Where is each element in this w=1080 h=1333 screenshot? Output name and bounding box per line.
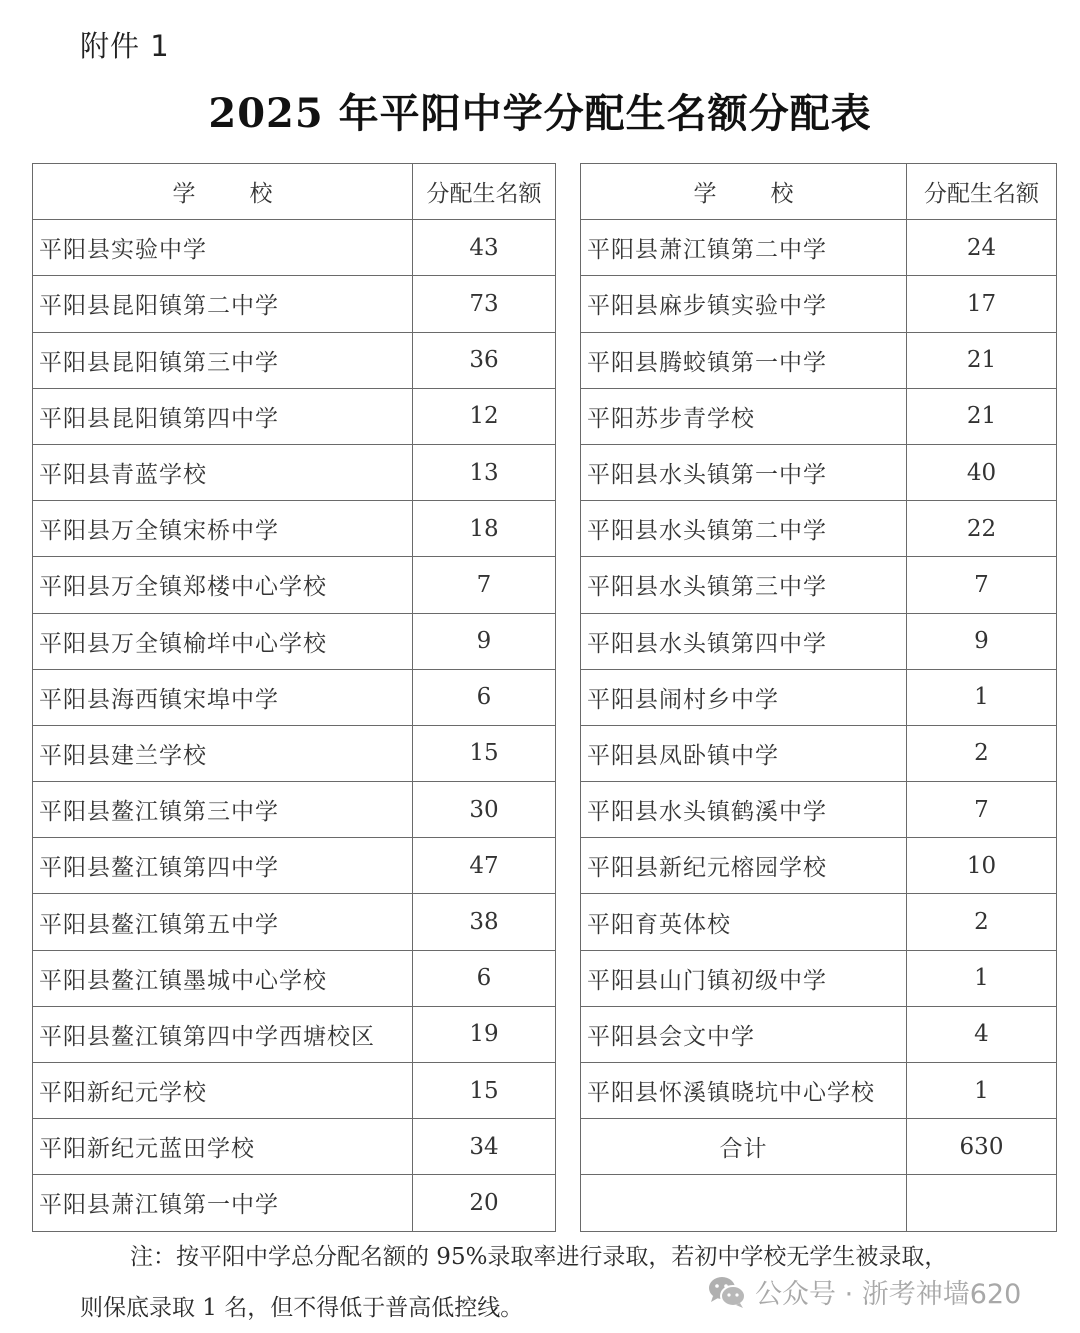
table-row bbox=[33, 444, 556, 500]
school-name-cell: 平阳县实验中学 bbox=[33, 220, 413, 276]
quota-cell: 40 bbox=[907, 444, 1057, 500]
quota-cell: 1 bbox=[907, 950, 1057, 1006]
attachment-label: 附件 1 bbox=[80, 29, 170, 63]
school-name-cell: 平阳县萧江镇第一中学 bbox=[33, 1175, 413, 1231]
allocation-table-left bbox=[32, 163, 556, 1232]
quota-cell: 2 bbox=[907, 725, 1057, 781]
table-row bbox=[581, 669, 1057, 725]
quota-cell: 19 bbox=[413, 1006, 556, 1062]
total-row bbox=[581, 1119, 1057, 1175]
table-row bbox=[581, 444, 1057, 500]
quota-cell: 7 bbox=[413, 557, 556, 613]
quota-cell: 10 bbox=[907, 838, 1057, 894]
quota-cell: 18 bbox=[413, 501, 556, 557]
school-name-cell: 平阳县鳌江镇墨城中心学校 bbox=[33, 950, 413, 1006]
table-row bbox=[33, 669, 556, 725]
school-name-cell: 平阳县水头镇第一中学 bbox=[581, 444, 907, 500]
table-row bbox=[581, 1006, 1057, 1062]
table-header-row bbox=[581, 164, 1057, 220]
table-row bbox=[33, 838, 556, 894]
school-name-cell: 平阳苏步青学校 bbox=[581, 388, 907, 444]
quota-cell: 20 bbox=[413, 1175, 556, 1231]
table-row bbox=[33, 1063, 556, 1119]
table-row bbox=[33, 725, 556, 781]
quota-cell: 2 bbox=[907, 894, 1057, 950]
school-name-cell: 平阳县万全镇郑楼中心学校 bbox=[33, 557, 413, 613]
quota-cell: 6 bbox=[413, 669, 556, 725]
school-name-cell: 平阳县山门镇初级中学 bbox=[581, 950, 907, 1006]
quota-cell: 21 bbox=[907, 332, 1057, 388]
quota-cell: 6 bbox=[413, 950, 556, 1006]
school-name-cell: 平阳县昆阳镇第四中学 bbox=[33, 388, 413, 444]
school-name-cell: 平阳县青蓝学校 bbox=[33, 444, 413, 500]
wechat-icon bbox=[707, 1275, 747, 1309]
table-row bbox=[33, 894, 556, 950]
school-name-cell: 平阳县腾蛟镇第一中学 bbox=[581, 332, 907, 388]
quota-cell: 17 bbox=[907, 276, 1057, 332]
quota-cell: 1 bbox=[907, 669, 1057, 725]
total-quota: 630 bbox=[907, 1119, 1057, 1175]
school-name-cell: 平阳县万全镇宋桥中学 bbox=[33, 501, 413, 557]
school-name-cell: 平阳新纪元蓝田学校 bbox=[33, 1119, 413, 1175]
school-name-cell: 平阳县闹村乡中学 bbox=[581, 669, 907, 725]
watermark-text: 公众号 · 浙考神墙620 bbox=[755, 1279, 1022, 1310]
school-name-cell: 平阳县怀溪镇晓坑中心学校 bbox=[581, 1063, 907, 1119]
empty-row bbox=[581, 1175, 1057, 1231]
note-line-2: 则保底录取 1 名，但不得低于普高低控线。 bbox=[80, 1295, 524, 1321]
quota-cell: 9 bbox=[413, 613, 556, 669]
table-row bbox=[581, 276, 1057, 332]
total-label: 合计 bbox=[581, 1119, 907, 1175]
table-row bbox=[33, 501, 556, 557]
school-name-cell: 平阳县新纪元榕园学校 bbox=[581, 838, 907, 894]
header-school: 学 校 bbox=[33, 164, 413, 220]
table-row bbox=[33, 557, 556, 613]
school-name-cell: 平阳县水头镇第四中学 bbox=[581, 613, 907, 669]
table-row bbox=[33, 276, 556, 332]
table-row bbox=[581, 501, 1057, 557]
quota-cell: 24 bbox=[907, 220, 1057, 276]
school-name-cell: 平阳县水头镇鹤溪中学 bbox=[581, 782, 907, 838]
table-row bbox=[33, 1006, 556, 1062]
quota-cell: 9 bbox=[907, 613, 1057, 669]
quota-cell: 43 bbox=[413, 220, 556, 276]
header-quota: 分配生名额 bbox=[907, 164, 1057, 220]
table-row bbox=[581, 220, 1057, 276]
quota-cell: 22 bbox=[907, 501, 1057, 557]
school-name-cell: 平阳县水头镇第三中学 bbox=[581, 557, 907, 613]
school-name-cell: 平阳县建兰学校 bbox=[33, 725, 413, 781]
school-name-cell: 平阳县凤卧镇中学 bbox=[581, 725, 907, 781]
school-name-cell: 平阳县会文中学 bbox=[581, 1006, 907, 1062]
school-name-cell: 平阳县万全镇榆垟中心学校 bbox=[33, 613, 413, 669]
school-name-cell: 平阳县鳌江镇第三中学 bbox=[33, 782, 413, 838]
school-name-cell: 平阳县鳌江镇第四中学 bbox=[33, 838, 413, 894]
table-row bbox=[33, 1175, 556, 1231]
quota-cell: 13 bbox=[413, 444, 556, 500]
table-row bbox=[581, 725, 1057, 781]
school-name-cell: 平阳县鳌江镇第五中学 bbox=[33, 894, 413, 950]
quota-cell: 15 bbox=[413, 1063, 556, 1119]
quota-cell: 30 bbox=[413, 782, 556, 838]
quota-cell: 12 bbox=[413, 388, 556, 444]
table-row bbox=[581, 782, 1057, 838]
table-row bbox=[33, 388, 556, 444]
school-name-cell: 平阳县水头镇第二中学 bbox=[581, 501, 907, 557]
quota-cell: 1 bbox=[907, 1063, 1057, 1119]
quota-cell: 73 bbox=[413, 276, 556, 332]
school-name-cell: 平阳县麻步镇实验中学 bbox=[581, 276, 907, 332]
table-row bbox=[581, 332, 1057, 388]
table-header-row bbox=[33, 164, 556, 220]
empty-cell bbox=[907, 1175, 1057, 1231]
school-name-cell: 平阳县海西镇宋埠中学 bbox=[33, 669, 413, 725]
school-name-cell: 平阳育英体校 bbox=[581, 894, 907, 950]
school-name-cell: 平阳县昆阳镇第二中学 bbox=[33, 276, 413, 332]
quota-cell: 21 bbox=[907, 388, 1057, 444]
table-row bbox=[581, 388, 1057, 444]
empty-cell bbox=[581, 1175, 907, 1231]
quota-cell: 15 bbox=[413, 725, 556, 781]
allocation-table-right bbox=[580, 163, 1057, 1232]
quota-cell: 36 bbox=[413, 332, 556, 388]
header-quota: 分配生名额 bbox=[413, 164, 556, 220]
table-row bbox=[33, 613, 556, 669]
table-row bbox=[581, 557, 1057, 613]
table-row bbox=[33, 782, 556, 838]
note-line-1: 注：按平阳中学总分配名额的 95%录取率进行录取，若初中学校无学生被录取， bbox=[130, 1244, 948, 1270]
quota-cell: 47 bbox=[413, 838, 556, 894]
table-row bbox=[581, 613, 1057, 669]
quota-cell: 34 bbox=[413, 1119, 556, 1175]
table-row bbox=[581, 950, 1057, 1006]
quota-cell: 7 bbox=[907, 782, 1057, 838]
table-row bbox=[33, 950, 556, 1006]
table-row bbox=[581, 1063, 1057, 1119]
table-row bbox=[33, 1119, 556, 1175]
quota-cell: 4 bbox=[907, 1006, 1057, 1062]
school-name-cell: 平阳县萧江镇第二中学 bbox=[581, 220, 907, 276]
quota-cell: 7 bbox=[907, 557, 1057, 613]
table-row bbox=[581, 838, 1057, 894]
table-row bbox=[33, 220, 556, 276]
school-name-cell: 平阳县鳌江镇第四中学西塘校区 bbox=[33, 1006, 413, 1062]
quota-cell: 38 bbox=[413, 894, 556, 950]
school-name-cell: 平阳县昆阳镇第三中学 bbox=[33, 332, 413, 388]
table-row bbox=[33, 332, 556, 388]
watermark bbox=[707, 1272, 1021, 1311]
header-school: 学 校 bbox=[581, 164, 907, 220]
school-name-cell: 平阳新纪元学校 bbox=[33, 1063, 413, 1119]
table-row bbox=[581, 894, 1057, 950]
document-title: 2025 年平阳中学分配生名额分配表 bbox=[208, 90, 872, 137]
